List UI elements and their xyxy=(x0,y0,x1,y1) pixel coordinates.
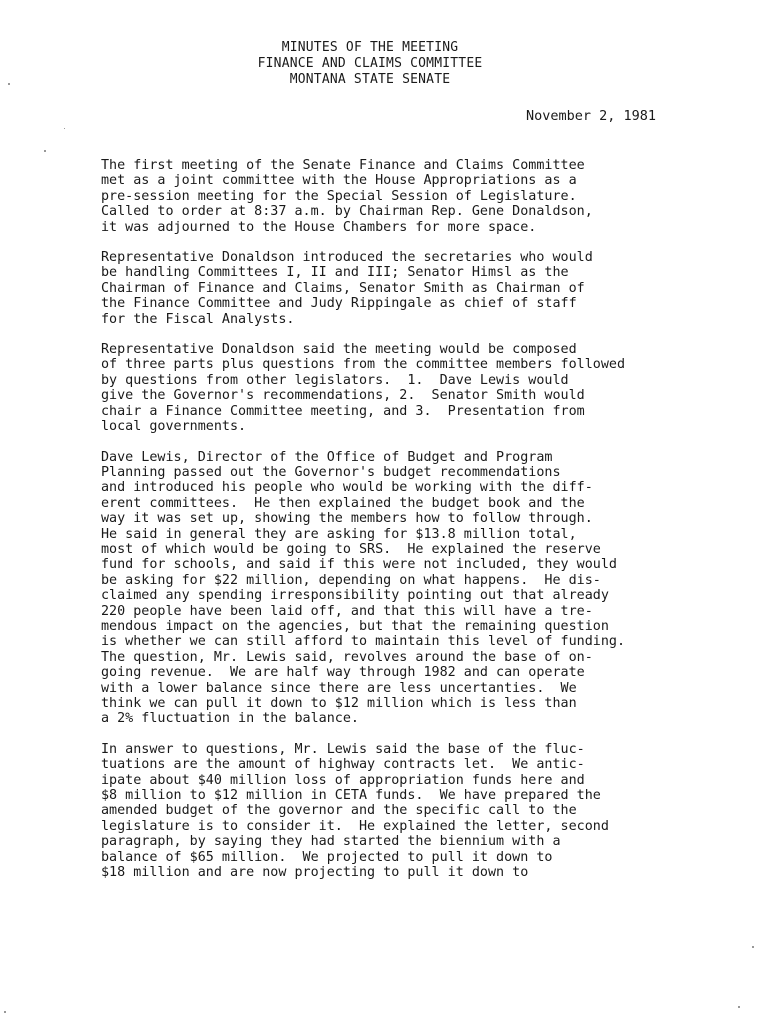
text-line: met as a joint committee with the House Appropriations as a xyxy=(101,173,577,189)
scan-speck xyxy=(8,83,10,85)
text-line: and introduced his people who would be working with the diff- xyxy=(101,480,593,496)
paragraph-budget-recommendations xyxy=(101,450,761,727)
minutes-header xyxy=(0,40,740,88)
text-line: Representative Donaldson introduced the secretaries who would xyxy=(101,250,593,266)
text-line: Chairman of Finance and Claims, Senator Smith as Chairman of xyxy=(101,280,585,296)
text-line: for the Fiscal Analysts. xyxy=(101,311,295,327)
text-line: Called to order at 8:37 a.m. by Chairman Rep. Gene Donaldson, xyxy=(101,204,593,220)
text-line: 220 people have been laid off, and that this will have a tre- xyxy=(101,603,593,619)
scan-speck xyxy=(752,946,754,948)
text-line: is whether we can still afford to maintain this level of funding. xyxy=(101,634,626,650)
text-line: fund for schools, and said if this were not included, they would xyxy=(101,557,617,573)
text-line: most of which would be going to SRS. He explained the reserve xyxy=(101,541,601,557)
text-line: claimed any spending irresponsibility pointing out that already xyxy=(101,588,609,604)
text-line: Representative Donaldson said the meeting would be composed xyxy=(101,342,577,358)
text-line: going revenue. We are half way through 1982 and can operate xyxy=(101,665,585,681)
text-line: be handling Committees I, II and III; Senator Himsl as the xyxy=(101,265,569,281)
scan-speck xyxy=(4,1011,6,1013)
text-line: pre-session meeting for the Special Session of Legislature. xyxy=(101,188,577,204)
text-line: $8 million to $12 million in CETA funds. We have prepared the xyxy=(101,788,601,804)
scan-speck xyxy=(44,150,46,152)
text-line: local governments. xyxy=(101,419,247,435)
text-line: He said in general they are asking for $13.8 million total, xyxy=(101,526,577,542)
text-line: a 2% fluctuation in the balance. xyxy=(101,711,359,727)
scan-speck xyxy=(738,1006,740,1008)
text-line: amended budget of the governor and the specific call to the xyxy=(101,803,577,819)
text-line: legislature is to consider it. He explained the letter, second xyxy=(101,818,609,834)
text-line: tuations are the amount of highway contracts let. We antic- xyxy=(101,757,585,773)
scan-speck xyxy=(64,128,65,129)
header-committee-line: FINANCE AND CLAIMS COMMITTEE xyxy=(257,56,483,71)
text-line: give the Governor's recommendations, 2. Senator Smith would xyxy=(101,388,585,404)
text-line: the Finance Committee and Judy Rippingale as chief of staff xyxy=(101,296,577,312)
paragraph-call-to-order xyxy=(101,158,761,235)
text-line: be asking for $22 million, depending on what happens. He dis- xyxy=(101,572,601,588)
paragraph-agenda xyxy=(101,342,761,434)
text-line: The first meeting of the Senate Finance and Claims Committee xyxy=(101,158,585,173)
text-line: it was adjourned to the House Chambers for more space. xyxy=(101,219,537,235)
paragraph-introductions xyxy=(101,250,761,327)
text-line: chair a Finance Committee meeting, and 3. Presentation from xyxy=(101,403,585,419)
text-line: In answer to questions, Mr. Lewis said the base of the fluc- xyxy=(101,741,585,757)
text-line: think we can pull it down to $12 million which is less than xyxy=(101,696,577,711)
text-line: $18 million and are now projecting to pull it down to xyxy=(101,865,529,881)
text-line: balance of $65 million. We projected to pull it down to xyxy=(101,849,553,865)
header-senate-line: MONTANA STATE SENATE xyxy=(289,72,451,87)
meeting-date: November 2, 1981 xyxy=(526,108,657,124)
text-line: erent committees. He then explained the budget book and the xyxy=(101,495,585,511)
text-line: of three parts plus questions from the committee members followed xyxy=(101,357,626,373)
minutes-body xyxy=(101,158,761,895)
paragraph-questions xyxy=(101,742,761,881)
text-line: with a lower balance since there are less uncertanties. We xyxy=(101,680,577,696)
text-line: paragraph, by saying they had started the biennium with a xyxy=(101,834,561,850)
text-line: The question, Mr. Lewis said, revolves around the base of on- xyxy=(101,649,593,665)
header-title-line: MINUTES OF THE MEETING xyxy=(281,40,459,55)
text-line: ipate about $40 million loss of appropriation funds here and xyxy=(101,772,585,788)
text-line: Dave Lewis, Director of the Office of Budget and Program xyxy=(101,449,553,465)
text-line: by questions from other legislators. 1. Dave Lewis would xyxy=(101,372,569,388)
text-line: mendous impact on the agencies, but that the remaining question xyxy=(101,618,609,634)
text-line: Planning passed out the Governor's budget recommendations xyxy=(101,464,561,480)
text-line: way it was set up, showing the members how to follow through. xyxy=(101,511,593,527)
